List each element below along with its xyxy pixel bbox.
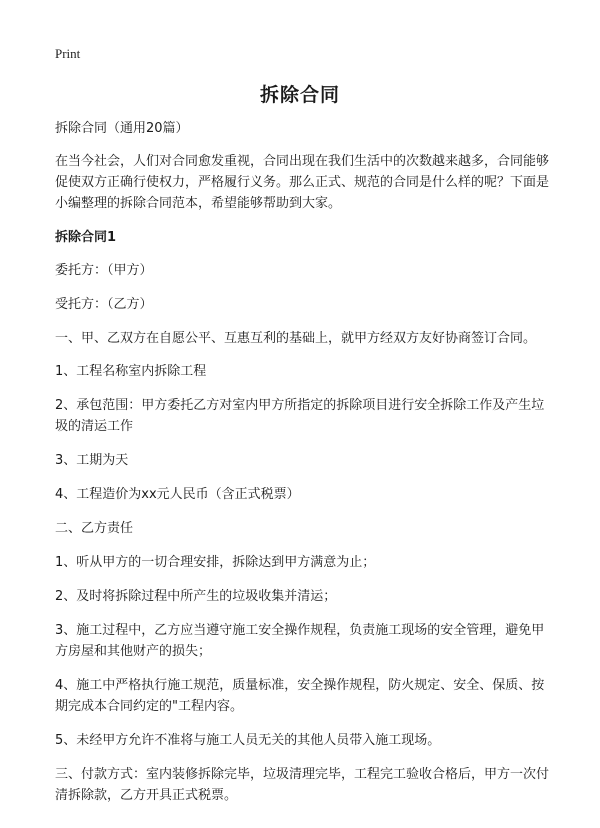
clause-item: 2、承包范围：甲方委托乙方对室内甲方所指定的拆除项目进行安全拆除工作及产生垃圾的清运工作: [55, 398, 545, 434]
party-a-line: 委托方：（甲方）: [55, 263, 153, 278]
clause-item: 4、工程造价为xx元人民币（含正式税票）: [55, 487, 300, 502]
section-heading: 拆除合同1: [55, 230, 117, 245]
clause-heading: 二、乙方责任: [55, 521, 134, 536]
print-link[interactable]: Print: [55, 46, 81, 61]
document-subtitle: 拆除合同（通用20篇）: [55, 121, 189, 136]
clause-item: 3、施工过程中，乙方应当遵守施工安全操作规程，负责施工现场的安全管理，避免甲方房屋和其他财产的损失；: [55, 623, 545, 659]
document-body: [55, 118, 550, 806]
clause-paragraph: 三、付款方式：室内装修拆除完毕，垃圾清理完毕，工程完工验收合格后，甲方一次付清拆除款，乙方开具正式税票。: [55, 767, 550, 803]
party-b-line: 受托方：（乙方）: [55, 297, 153, 312]
clause-item: 4、施工中严格执行施工规范，质量标准，安全操作规程，防火规定、安全、保质、按期完成本合同约定的"工程内容。: [55, 678, 545, 714]
clause-item: 1、工程名称室内拆除工程: [55, 364, 207, 379]
clause-item: 3、工期为天: [55, 453, 129, 468]
clause-paragraph: 一、甲、乙双方在自愿公平、互惠互利的基础上，就甲方经双方友好协商签订合同。: [55, 331, 537, 346]
clause-item: 5、未经甲方允许不准将与施工人员无关的其他人员带入施工现场。: [55, 733, 441, 748]
document-title: 拆除合同: [259, 84, 340, 106]
clause-item: 2、及时将拆除过程中所产生的垃圾收集并清运；: [55, 589, 337, 604]
clause-item: 1、听从甲方的一切合理安排，拆除达到甲方满意为止；: [55, 555, 376, 570]
intro-paragraph: 在当今社会，人们对合同愈发重视，合同出现在我们生活中的次数越来越多，合同能够促使双方正确行使权力，严格履行义务。那么正式、规范的合同是什么样的呢？下面是小编整理的拆除合同范本，希望能够帮助到大家。: [55, 154, 550, 211]
